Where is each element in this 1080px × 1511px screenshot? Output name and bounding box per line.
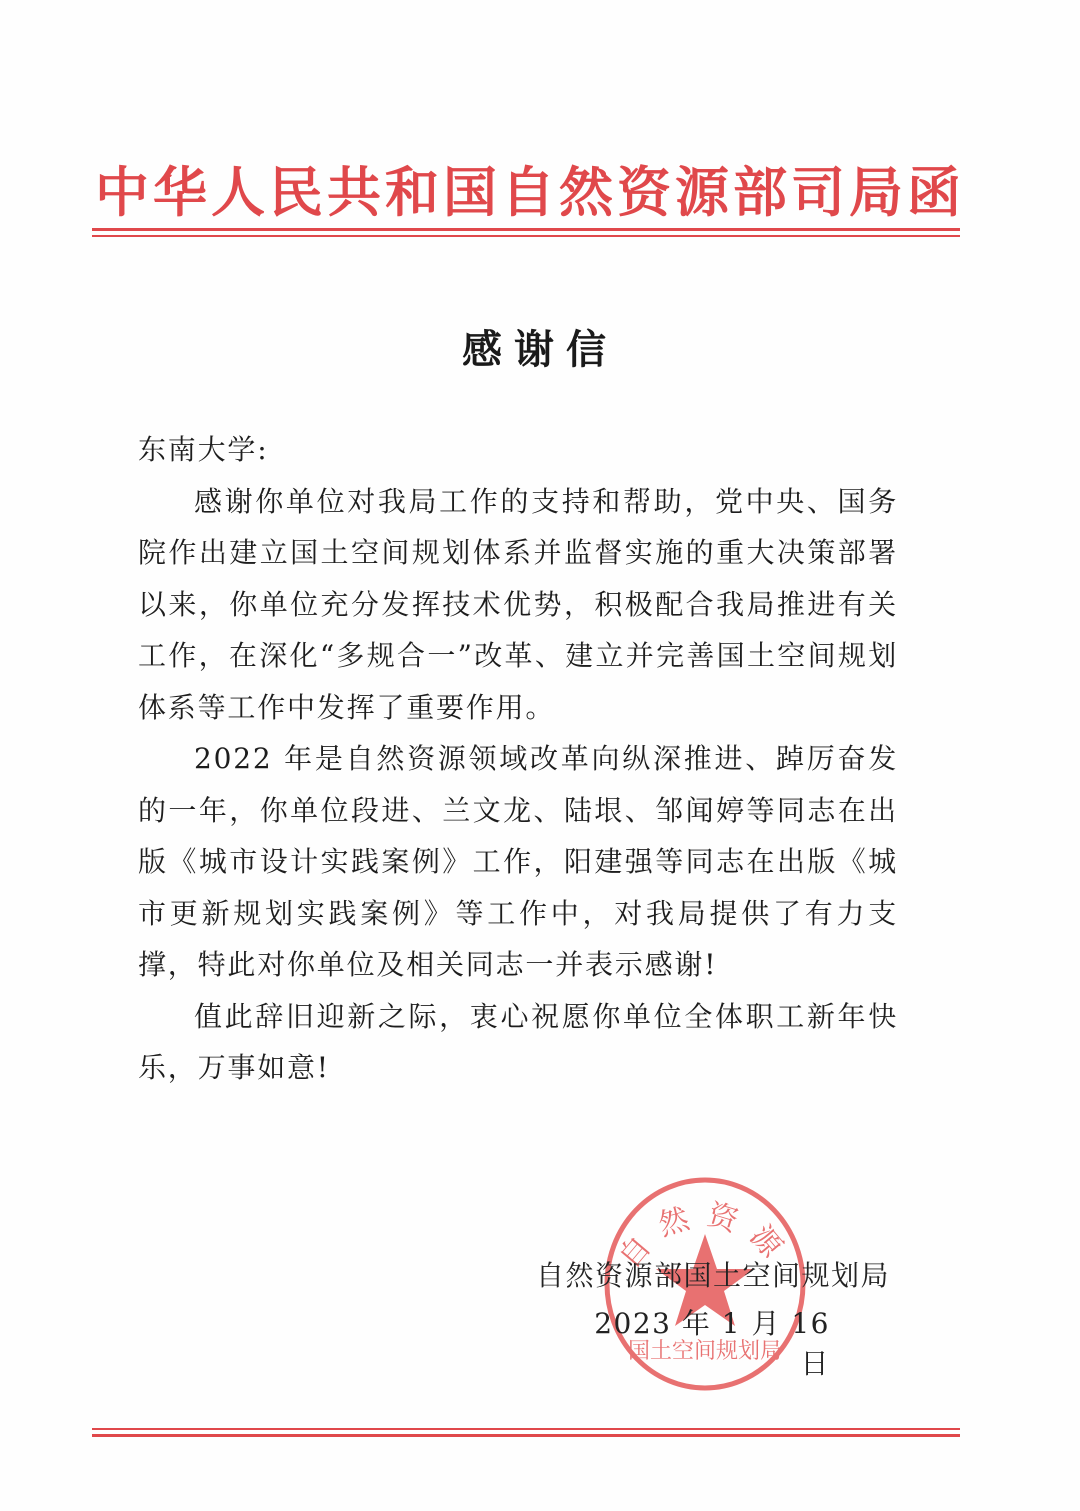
letterhead-title: 中华人民共和国自然资源部司局函	[95, 160, 965, 224]
letter-title: 感谢信	[462, 326, 618, 373]
letterhead-rule-thick	[92, 228, 960, 231]
letterhead-rule-thin	[92, 235, 960, 237]
paragraph-2: 2022 年是自然资源领域改革向纵深推进、踔厉奋发的一年，你单位段进、兰文龙、陆垠、邹闻婷等同志在出版《城市设计实践案例》工作，阳建强等同志在出版《城市更新规划实践案例》等工作中，对我局提供了有力支撑，特此对你单位及相关同志一并表示感谢!	[138, 742, 898, 981]
footer-rule-thin	[92, 1428, 960, 1430]
seal-bottom-text: 国土空间规划局	[627, 1339, 783, 1364]
salutation: 东南大学:	[138, 433, 269, 466]
seal-top-text: 自然资源	[612, 1197, 798, 1276]
letter-date: 2023 年 1 月 16 日	[594, 1307, 830, 1380]
signature: 自然资源部国土空间规划局	[535, 1259, 890, 1292]
letter-body	[138, 424, 898, 1094]
paragraph-3: 值此辞旧迎新之际，衷心祝愿你单位全体职工新年快乐，万事如意!	[138, 999, 898, 1084]
paragraph-1: 感谢你单位对我局工作的支持和帮助，党中央、国务院作出建立国土空间规划体系并监督实施的重大决策部署以来，你单位充分发挥技术优势，积极配合我局推进有关工作，在深化“多规合一”改革、建立并完善国土空间规划体系等工作中发挥了重要作用。	[138, 484, 898, 724]
footer-rule-thick	[92, 1434, 960, 1437]
